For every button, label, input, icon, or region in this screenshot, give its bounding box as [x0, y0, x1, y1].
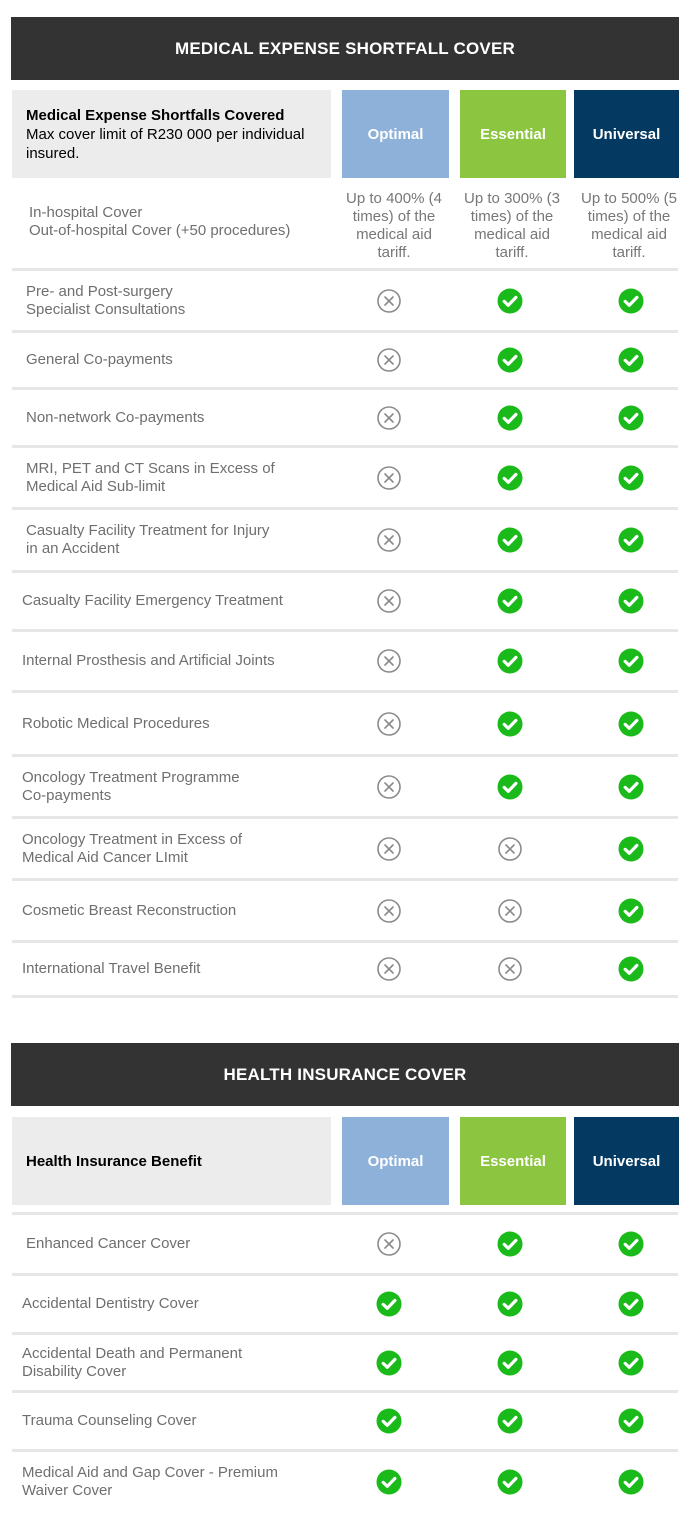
- table-row: [12, 445, 678, 507]
- check-icon: [618, 527, 644, 553]
- cross-icon: [376, 347, 402, 373]
- cross-icon: [376, 774, 402, 800]
- check-icon: [497, 774, 523, 800]
- medical-plan-optimal: Optimal: [342, 90, 449, 178]
- medical-row-label-casualty-facility-emergency-treatment: Casualty Facility Emergency Treatment: [22, 592, 283, 609]
- table-row: [12, 1212, 678, 1273]
- health-plan-universal: Universal: [574, 1117, 679, 1205]
- tariff-label-inhospital: In-hospital Cover: [29, 204, 143, 221]
- check-icon: [618, 711, 644, 737]
- medical-subtitle: Max cover limit of R230 000 per individual insured.: [26, 126, 305, 162]
- medical-title: Medical Expense Shortfalls Covered: [26, 107, 285, 124]
- medical-row-label-mri-pet-and-ct-scans-in-excess-of-medical-aid-sub-limit: MRI, PET and CT Scans in Excess of Medical Aid Sub-limit: [26, 459, 275, 495]
- medical-title-box: [12, 90, 331, 178]
- check-icon: [497, 465, 523, 491]
- check-icon: [376, 1408, 402, 1434]
- medical-row-label-robotic-medical-procedures: Robotic Medical Procedures: [22, 714, 210, 732]
- health-row-label-medical-aid-and-gap-cover-premium-waiver-cover: Medical Aid and Gap Cover - Premium Waiver Cover: [22, 1463, 278, 1499]
- check-icon: [618, 1350, 644, 1376]
- medical-row-label-casualty-facility-treatment-for-injury-in-an-accident: Casualty Facility Treatment for Injury in an Accident: [26, 522, 270, 557]
- check-icon: [618, 1291, 644, 1317]
- medical-plan-universal: Universal: [574, 90, 679, 178]
- tariff-row: [12, 186, 678, 266]
- health-title-box: [12, 1117, 331, 1205]
- medical-row-label-pre-and-post-surgery-specialist-consultations: Pre- and Post-surgery Specialist Consultations: [26, 282, 186, 318]
- cross-icon: [376, 648, 402, 674]
- medical-section-heading: MEDICAL EXPENSE SHORTFALL COVER: [11, 17, 679, 80]
- check-icon: [497, 347, 523, 373]
- health-row-label-accidental-dentistry-cover: Accidental Dentistry Cover: [22, 1295, 199, 1312]
- medical-row-label-international-travel-benefit: International Travel Benefit: [22, 960, 201, 977]
- tariff-label: [29, 204, 290, 240]
- table-row: [12, 754, 678, 816]
- table-row: [12, 878, 678, 940]
- medical-row-label-oncology-treatment-in-excess-of-medical-aid-cancer-limit: Oncology Treatment in Excess of Medical Aid Cancer LImit: [22, 830, 243, 866]
- medical-row-label-internal-prosthesis-and-artificial-joints: Internal Prosthesis and Artificial Joints: [22, 652, 275, 669]
- cross-icon: [376, 405, 402, 431]
- cross-icon: [376, 1231, 402, 1257]
- health-row-label-accidental-death-and-permanent-disability-cover: Accidental Death and Permanent Disability Cover: [22, 1344, 243, 1380]
- table-row: [12, 330, 678, 387]
- medical-plan-essential: Essential: [460, 90, 566, 178]
- health-plan-optimal: Optimal: [342, 1117, 449, 1205]
- cross-icon: [497, 836, 523, 862]
- check-icon: [618, 288, 644, 314]
- cross-icon: [376, 956, 402, 982]
- check-icon: [618, 465, 644, 491]
- health-section-heading: HEALTH INSURANCE COVER: [11, 1043, 679, 1106]
- table-row: [12, 507, 678, 570]
- check-icon: [497, 588, 523, 614]
- check-icon: [497, 405, 523, 431]
- cross-icon: [497, 898, 523, 924]
- check-icon: [618, 347, 644, 373]
- check-icon: [618, 1408, 644, 1434]
- cross-icon: [376, 836, 402, 862]
- check-icon: [618, 956, 644, 982]
- table-row: [12, 690, 678, 754]
- cross-icon: [497, 956, 523, 982]
- check-icon: [618, 405, 644, 431]
- tariff-essential: Up to 300% (3 times) of the medical aid tariff.: [464, 190, 560, 261]
- table-row: [12, 1332, 678, 1390]
- medical-row-label-oncology-treatment-programme-co-payments: Oncology Treatment Programme Co-payments: [22, 768, 240, 804]
- table-row: [12, 940, 678, 998]
- check-icon: [497, 288, 523, 314]
- table-row: [12, 629, 678, 690]
- health-row-label-trauma-counseling-cover: Trauma Counseling Cover: [22, 1412, 197, 1429]
- table-row: [12, 1449, 678, 1511]
- cross-icon: [376, 527, 402, 553]
- check-icon: [618, 1469, 644, 1495]
- check-icon: [618, 898, 644, 924]
- medical-row-label-non-network-co-payments: Non-network Co-payments: [26, 408, 205, 426]
- check-icon: [618, 1231, 644, 1257]
- medical-row-label-cosmetic-breast-reconstruction: Cosmetic Breast Reconstruction: [22, 901, 237, 919]
- table-row: [12, 816, 678, 878]
- check-icon: [376, 1291, 402, 1317]
- check-icon: [497, 648, 523, 674]
- tariff-universal: Up to 500% (5 times) of the medical aid tariff.: [581, 190, 677, 261]
- check-icon: [497, 711, 523, 737]
- cross-icon: [376, 288, 402, 314]
- table-row: [12, 1390, 678, 1449]
- table-row: [12, 570, 678, 629]
- check-icon: [376, 1469, 402, 1495]
- tariff-optimal: Up to 400% (4 times) of the medical aid tariff.: [346, 190, 442, 261]
- table-row: [12, 268, 678, 330]
- cross-icon: [376, 588, 402, 614]
- health-title: Health Insurance Benefit: [26, 1152, 202, 1170]
- check-icon: [497, 1231, 523, 1257]
- table-row: [12, 387, 678, 445]
- health-row-label-enhanced-cancer-cover: Enhanced Cancer Cover: [26, 1235, 191, 1252]
- cross-icon: [376, 465, 402, 491]
- check-icon: [618, 588, 644, 614]
- medical-row-label-general-co-payments: General Co-payments: [26, 351, 173, 368]
- cross-icon: [376, 711, 402, 737]
- check-icon: [497, 1469, 523, 1495]
- check-icon: [497, 1408, 523, 1434]
- check-icon: [497, 1291, 523, 1317]
- tariff-label-outhospital: Out-of-hospital Cover (+50 procedures): [29, 222, 291, 239]
- check-icon: [618, 774, 644, 800]
- health-plan-essential: Essential: [460, 1117, 566, 1205]
- check-icon: [497, 527, 523, 553]
- table-row: [12, 1273, 678, 1332]
- check-icon: [376, 1350, 402, 1376]
- cross-icon: [376, 898, 402, 924]
- check-icon: [618, 648, 644, 674]
- check-icon: [618, 836, 644, 862]
- check-icon: [497, 1350, 523, 1376]
